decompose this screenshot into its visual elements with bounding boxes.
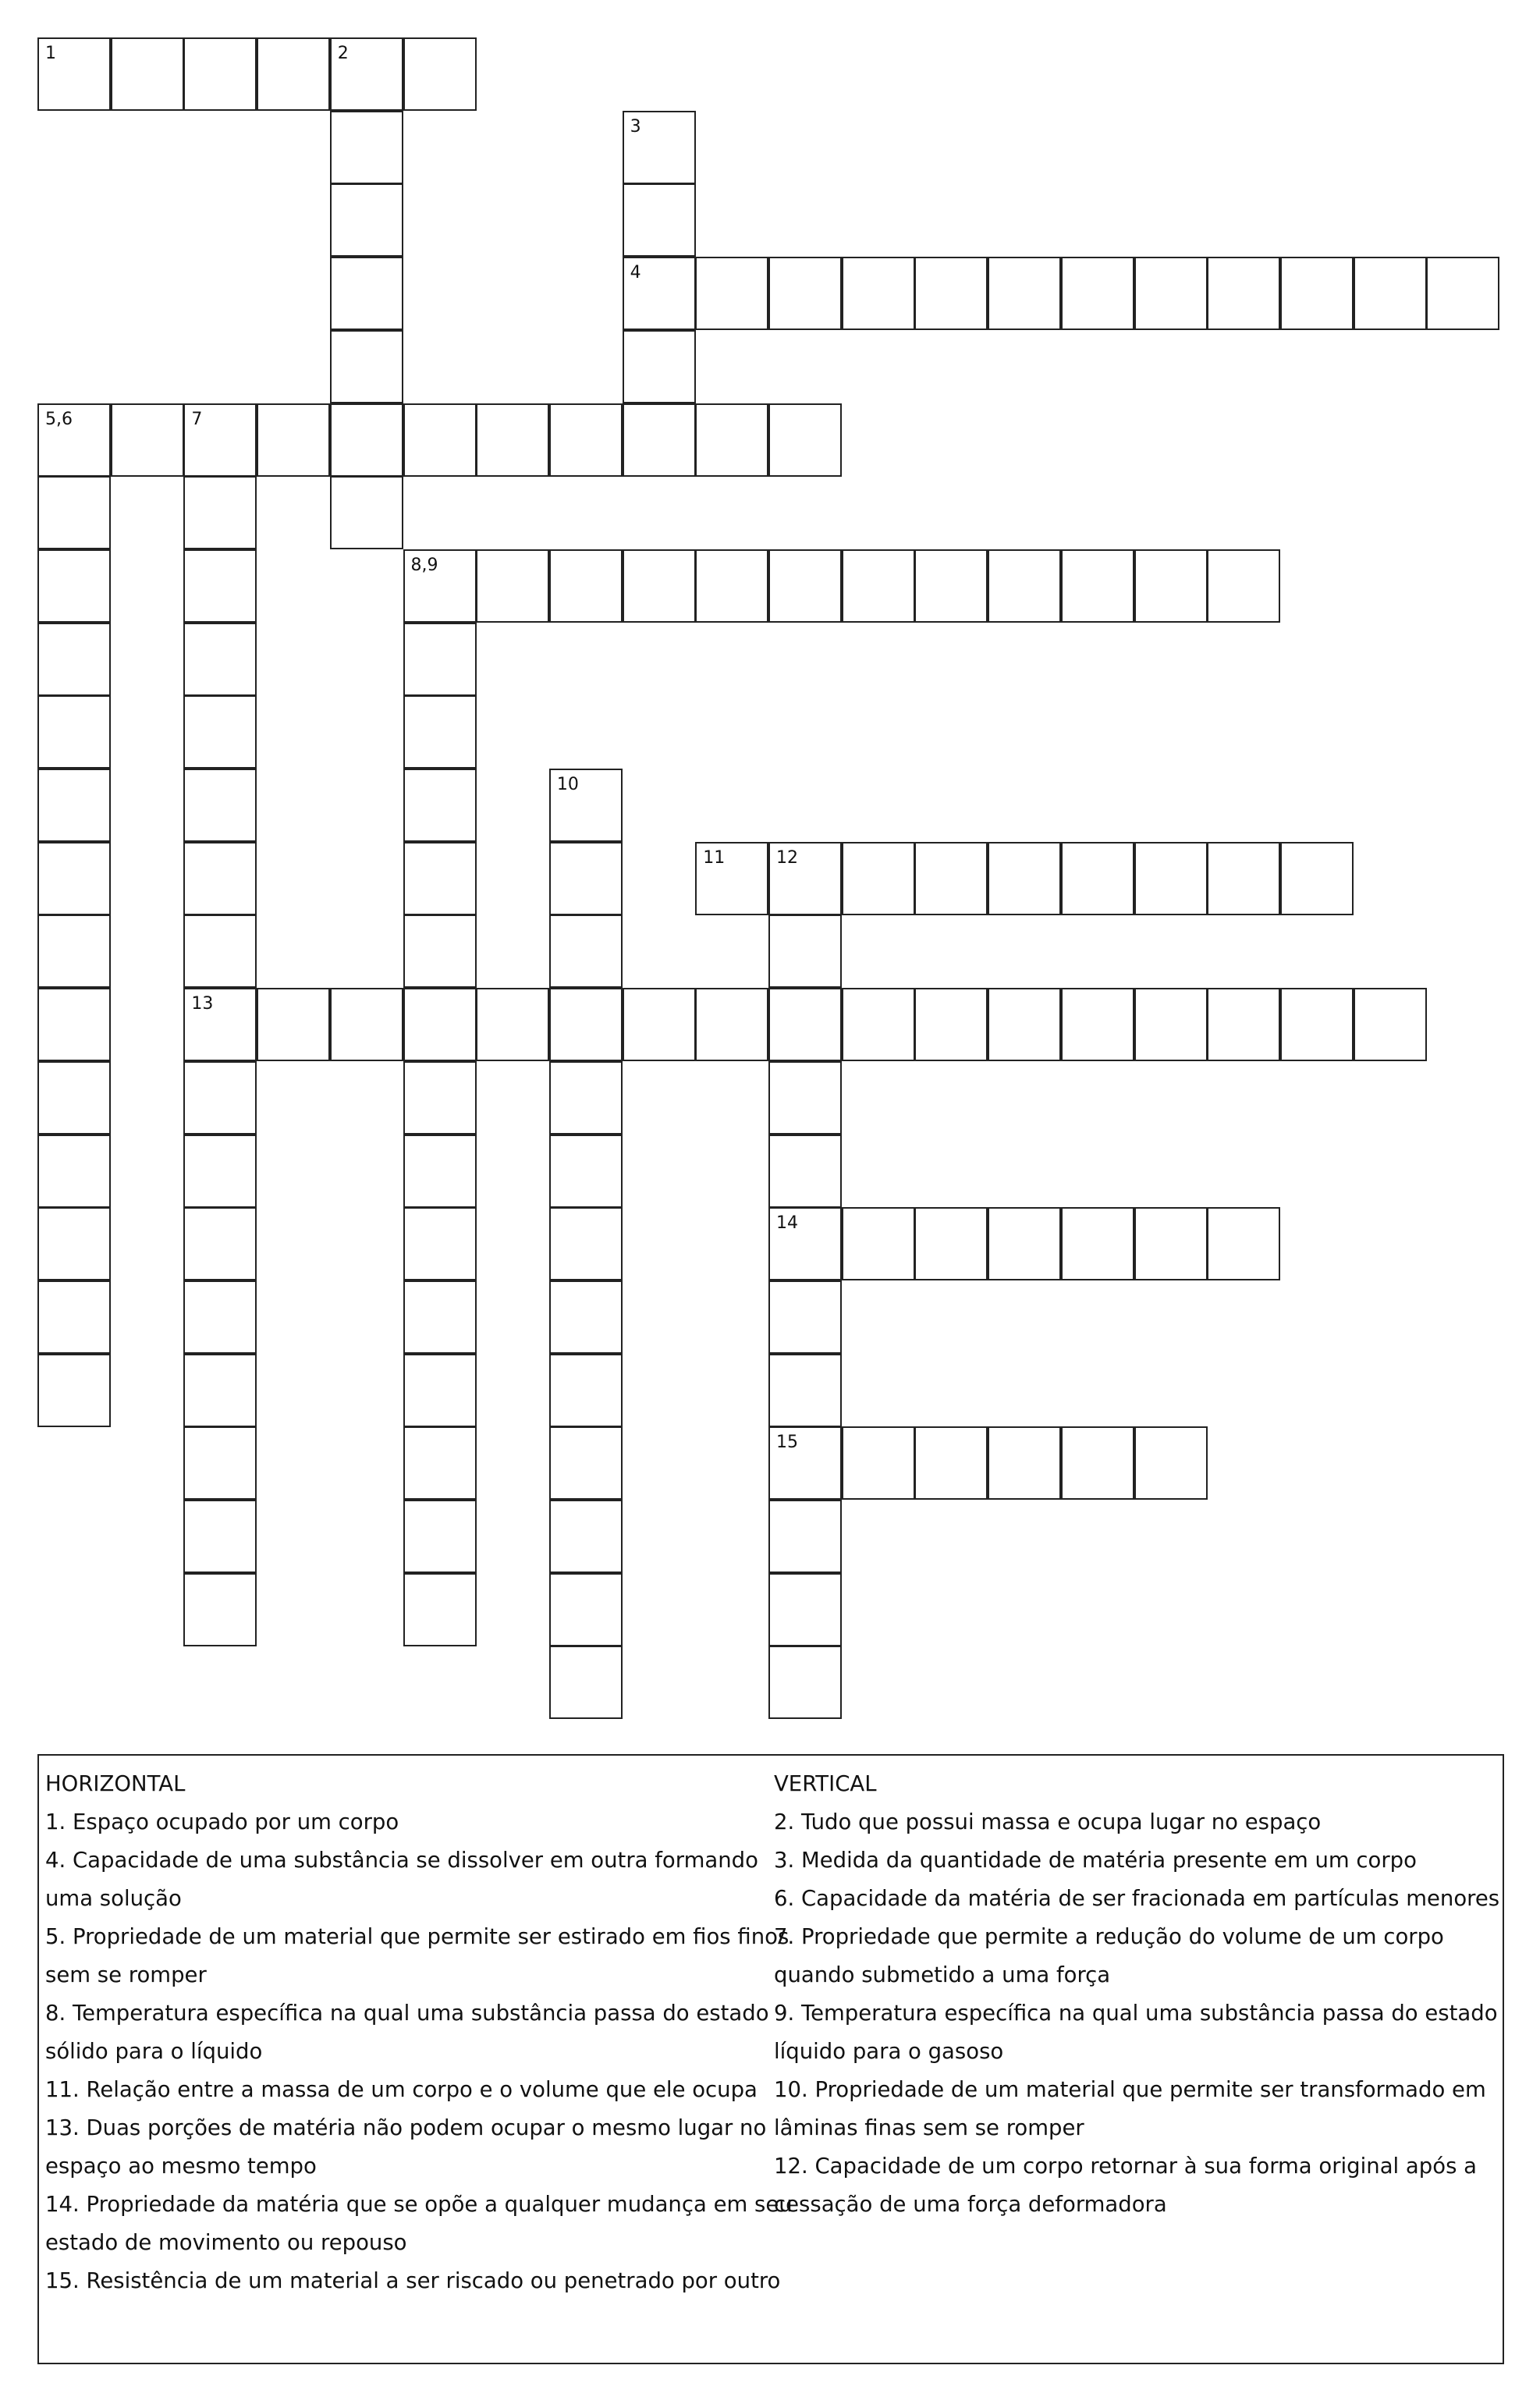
clue-text: líquido para o gasoso: [774, 2039, 1004, 2064]
crossword-cell[interactable]: [695, 549, 768, 623]
vertical-clue: [774, 2071, 1499, 2147]
cell-number: 2: [337, 44, 349, 63]
crossword-cell[interactable]: [549, 1061, 623, 1135]
crossword-cell[interactable]: [914, 549, 988, 623]
crossword-cell[interactable]: [330, 257, 403, 330]
clue-text: 15. Resistência de um material a ser riscado ou penetrado por outro: [45, 2268, 781, 2293]
crossword-cell[interactable]: [768, 842, 842, 915]
crossword-cell[interactable]: [695, 842, 768, 915]
clue-text: 14. Propriedade da matéria que se opõe a qualquer mudança em seu: [45, 2192, 793, 2217]
crossword-cell[interactable]: [403, 914, 477, 988]
crossword-cell[interactable]: [37, 842, 111, 915]
crossword-cell[interactable]: [403, 695, 477, 769]
crossword-cell[interactable]: [768, 1280, 842, 1354]
crossword-cell[interactable]: [1061, 988, 1134, 1061]
crossword-cell[interactable]: [403, 842, 477, 915]
cell-number: 1: [45, 44, 56, 63]
crossword-cell[interactable]: [403, 623, 477, 696]
crossword-cell[interactable]: [403, 549, 477, 623]
cell-number: 8,9: [410, 555, 438, 575]
crossword-cell[interactable]: [403, 403, 477, 477]
clue-text: estado de movimento ou repouso: [45, 2230, 407, 2255]
cell-number: 13: [191, 994, 214, 1014]
crossword-cell[interactable]: [476, 988, 549, 1061]
clue-text: 9. Temperatura específica na qual uma substância passa do estado: [774, 2001, 1498, 2026]
cell-number: 5,6: [45, 409, 73, 429]
crossword-cell[interactable]: [183, 1280, 257, 1354]
clue-text: 3. Medida da quantidade de matéria presente em um corpo: [774, 1848, 1417, 1873]
horizontal-clue: [45, 1994, 779, 2071]
crossword-cell[interactable]: [549, 769, 623, 842]
crossword-cell[interactable]: [1354, 257, 1427, 330]
crossword-cell[interactable]: [623, 183, 696, 257]
crossword-cell[interactable]: [37, 695, 111, 769]
crossword-cell[interactable]: [623, 988, 696, 1061]
crossword-cell[interactable]: [37, 988, 111, 1061]
crossword-cell[interactable]: [330, 988, 403, 1061]
crossword-cell[interactable]: [914, 842, 988, 915]
crossword-cell[interactable]: [1134, 988, 1208, 1061]
crossword-cell[interactable]: [623, 549, 696, 623]
crossword-cell[interactable]: [37, 623, 111, 696]
crossword-cell[interactable]: [183, 1061, 257, 1135]
crossword-cell[interactable]: [183, 1573, 257, 1646]
crossword-cell[interactable]: [988, 988, 1061, 1061]
crossword-cell[interactable]: [695, 403, 768, 477]
vertical-heading: VERTICAL: [774, 1771, 877, 1796]
crossword-cell[interactable]: [988, 257, 1061, 330]
crossword-cell[interactable]: [1207, 988, 1280, 1061]
vertical-clues: [774, 1765, 1499, 2224]
crossword-cell[interactable]: [183, 549, 257, 623]
crossword-cell[interactable]: [695, 257, 768, 330]
clue-text: cessação de uma força deformadora: [774, 2192, 1167, 2217]
crossword-cell[interactable]: [183, 842, 257, 915]
crossword-cell[interactable]: [183, 695, 257, 769]
crossword-cell[interactable]: [914, 257, 988, 330]
crossword-cell[interactable]: [768, 1207, 842, 1280]
cell-number: 14: [776, 1213, 798, 1234]
crossword-cell[interactable]: [330, 183, 403, 257]
crossword-cell[interactable]: [1061, 257, 1134, 330]
crossword-cell[interactable]: [183, 769, 257, 842]
vertical-clue: [774, 2147, 1499, 2224]
crossword-cell[interactable]: [1280, 988, 1354, 1061]
crossword-cell[interactable]: [330, 330, 403, 403]
crossword-cell[interactable]: [37, 1354, 111, 1427]
crossword-cell[interactable]: [549, 1500, 623, 1573]
crossword-cell[interactable]: [183, 476, 257, 549]
vertical-clue: [774, 1880, 1499, 1918]
crossword-cell[interactable]: [988, 1207, 1061, 1280]
crossword-cell[interactable]: [1061, 1426, 1134, 1500]
crossword-cell[interactable]: [37, 403, 111, 477]
cell-number: 15: [776, 1433, 798, 1453]
crossword-cell[interactable]: [37, 1135, 111, 1208]
crossword-cell[interactable]: [1134, 549, 1208, 623]
crossword-cell[interactable]: [403, 1500, 477, 1573]
crossword-cell[interactable]: [623, 330, 696, 403]
crossword-cell[interactable]: [183, 403, 257, 477]
crossword-cell[interactable]: [549, 1646, 623, 1719]
crossword-cell[interactable]: [403, 1354, 477, 1427]
crossword-cell[interactable]: [768, 914, 842, 988]
crossword-cell[interactable]: [37, 549, 111, 623]
crossword-cell[interactable]: [1134, 842, 1208, 915]
clue-text: quando submetido a uma força: [774, 1962, 1111, 1987]
cell-number: 3: [630, 116, 641, 137]
crossword-cell[interactable]: [183, 623, 257, 696]
crossword-cell[interactable]: [37, 37, 111, 111]
crossword-cell[interactable]: [183, 1500, 257, 1573]
clue-text: 13. Duas porções de matéria não podem ocupar o mesmo lugar no: [45, 2115, 767, 2140]
crossword-cell[interactable]: [768, 1354, 842, 1427]
clue-text: uma solução: [45, 1886, 182, 1911]
vertical-clue: [774, 1918, 1499, 1994]
crossword-cell[interactable]: [768, 549, 842, 623]
crossword-cell[interactable]: [403, 769, 477, 842]
crossword-cell[interactable]: [257, 37, 330, 111]
crossword-cell[interactable]: [768, 1573, 842, 1646]
crossword-cell[interactable]: [476, 403, 549, 477]
crossword-cell[interactable]: [842, 988, 915, 1061]
crossword-cell[interactable]: [842, 549, 915, 623]
crossword-cell[interactable]: [1207, 257, 1280, 330]
crossword-cell[interactable]: [768, 1646, 842, 1719]
crossword-cell[interactable]: [1354, 988, 1427, 1061]
crossword-cell[interactable]: [403, 1280, 477, 1354]
crossword-cell[interactable]: [988, 842, 1061, 915]
crossword-cell[interactable]: [549, 1354, 623, 1427]
crossword-cell[interactable]: [1207, 549, 1280, 623]
crossword-cell[interactable]: [988, 1426, 1061, 1500]
crossword-cell[interactable]: [1134, 1426, 1208, 1500]
cell-number: 10: [556, 775, 579, 794]
crossword-cell[interactable]: [549, 549, 623, 623]
clue-text: lâminas finas sem se romper: [774, 2115, 1084, 2140]
crossword-cell[interactable]: [1061, 842, 1134, 915]
crossword-cell[interactable]: [768, 988, 842, 1061]
clue-text: sem se romper: [45, 1962, 207, 1987]
crossword-cell[interactable]: [695, 988, 768, 1061]
crossword-cell[interactable]: [842, 257, 915, 330]
crossword-cell[interactable]: [403, 1061, 477, 1135]
horizontal-clue: [45, 1841, 779, 1918]
crossword-cell[interactable]: [768, 257, 842, 330]
crossword-cell[interactable]: [37, 769, 111, 842]
crossword-cell[interactable]: [183, 914, 257, 988]
crossword-cell[interactable]: [842, 1426, 915, 1500]
crossword-cell[interactable]: [330, 403, 403, 477]
crossword-cell[interactable]: [330, 111, 403, 184]
crossword-cell[interactable]: [37, 1061, 111, 1135]
vertical-clue: [774, 1803, 1499, 1841]
clue-text: 1. Espaço ocupado por um corpo: [45, 1809, 399, 1834]
crossword-cell[interactable]: [403, 37, 477, 111]
vertical-clue: [774, 1994, 1499, 2071]
clue-text: 5. Propriedade de um material que permite ser estirado em fios finos: [45, 1924, 790, 1949]
crossword-cell[interactable]: [1207, 1207, 1280, 1280]
crossword-cell[interactable]: [183, 37, 257, 111]
crossword-cell[interactable]: [257, 403, 330, 477]
horizontal-clue: [45, 2262, 779, 2300]
crossword-cell[interactable]: [37, 476, 111, 549]
crossword-cell[interactable]: [549, 1426, 623, 1500]
crossword-cell[interactable]: [183, 988, 257, 1061]
crossword-cell[interactable]: [549, 914, 623, 988]
clues-box: [37, 1754, 1504, 2364]
crossword-cell[interactable]: [768, 1500, 842, 1573]
crossword-cell[interactable]: [403, 1426, 477, 1500]
vertical-clue: [774, 1841, 1499, 1880]
clue-text: 8. Temperatura específica na qual uma substância passa do estado: [45, 2001, 769, 2026]
crossword-cell[interactable]: [549, 1207, 623, 1280]
horizontal-clue: [45, 2186, 793, 2262]
crossword-cell[interactable]: [768, 403, 842, 477]
cell-number: 12: [776, 847, 798, 868]
crossword-cell[interactable]: [111, 37, 184, 111]
crossword-cell[interactable]: [403, 1135, 477, 1208]
cell-number: 7: [191, 409, 203, 429]
horizontal-clue: [45, 2071, 779, 2109]
crossword-cell[interactable]: [37, 914, 111, 988]
clue-text: 11. Relação entre a massa de um corpo e o volume que ele ocupa: [45, 2077, 758, 2102]
clue-text: sólido para o líquido: [45, 2039, 263, 2064]
horizontal-clues: [45, 1765, 793, 2300]
crossword-cell[interactable]: [1426, 257, 1499, 330]
crossword-cell[interactable]: [988, 549, 1061, 623]
crossword-cell[interactable]: [37, 1207, 111, 1280]
crossword-cell[interactable]: [37, 1280, 111, 1354]
crossword-cell[interactable]: [549, 403, 623, 477]
crossword-cell[interactable]: [842, 842, 915, 915]
crossword-cell[interactable]: [330, 37, 403, 111]
crossword-cell[interactable]: [842, 1207, 915, 1280]
crossword-cell[interactable]: [623, 403, 696, 477]
crossword-cell[interactable]: [1134, 1207, 1208, 1280]
clue-text: 10. Propriedade de um material que permite ser transformado em: [774, 2077, 1486, 2102]
crossword-cell[interactable]: [1207, 842, 1280, 915]
cell-number: 4: [630, 263, 641, 283]
horizontal-clue: [45, 2109, 779, 2186]
crossword-cell[interactable]: [1061, 1207, 1134, 1280]
crossword-cell[interactable]: [330, 476, 403, 549]
crossword-cell[interactable]: [549, 1135, 623, 1208]
clue-text: 6. Capacidade da matéria de ser fracionada em partículas menores: [774, 1886, 1500, 1911]
crossword-cell[interactable]: [914, 1426, 988, 1500]
crossword-cell[interactable]: [403, 988, 477, 1061]
crossword-cell[interactable]: [1061, 549, 1134, 623]
crossword-cell[interactable]: [768, 1426, 842, 1500]
crossword-cell[interactable]: [768, 1135, 842, 1208]
crossword-cell[interactable]: [1280, 842, 1354, 915]
crossword-cell[interactable]: [549, 842, 623, 915]
clue-text: 2. Tudo que possui massa e ocupa lugar no espaço: [774, 1809, 1322, 1834]
crossword-cell[interactable]: [476, 549, 549, 623]
crossword-cell[interactable]: [623, 111, 696, 184]
horizontal-heading: HORIZONTAL: [45, 1771, 186, 1796]
crossword-cell[interactable]: [183, 1135, 257, 1208]
cell-number: 11: [703, 847, 726, 868]
crossword-cell[interactable]: [914, 988, 988, 1061]
crossword-cell[interactable]: [403, 1207, 477, 1280]
crossword-cell[interactable]: [403, 1573, 477, 1646]
clue-text: 7. Propriedade que permite a redução do volume de um corpo: [774, 1924, 1444, 1949]
horizontal-clue: [45, 1918, 790, 1994]
crossword-cell[interactable]: [183, 1426, 257, 1500]
crossword-cell[interactable]: [1280, 257, 1354, 330]
clue-text: espaço ao mesmo tempo: [45, 2154, 317, 2179]
crossword-cell[interactable]: [623, 257, 696, 330]
crossword-cell[interactable]: [768, 1061, 842, 1135]
horizontal-clue: [45, 1803, 779, 1841]
crossword-cell[interactable]: [549, 1280, 623, 1354]
crossword-cell[interactable]: [549, 988, 623, 1061]
crossword-cell[interactable]: [111, 403, 184, 477]
clue-text: 4. Capacidade de uma substância se dissolver em outra formando: [45, 1848, 758, 1873]
crossword-cell[interactable]: [257, 988, 330, 1061]
crossword-cell[interactable]: [183, 1207, 257, 1280]
crossword-cell[interactable]: [914, 1207, 988, 1280]
crossword-cell[interactable]: [183, 1354, 257, 1427]
crossword-cell[interactable]: [549, 1573, 623, 1646]
crossword-cell[interactable]: [1134, 257, 1208, 330]
clue-text: 12. Capacidade de um corpo retornar à sua forma original após a: [774, 2154, 1477, 2179]
